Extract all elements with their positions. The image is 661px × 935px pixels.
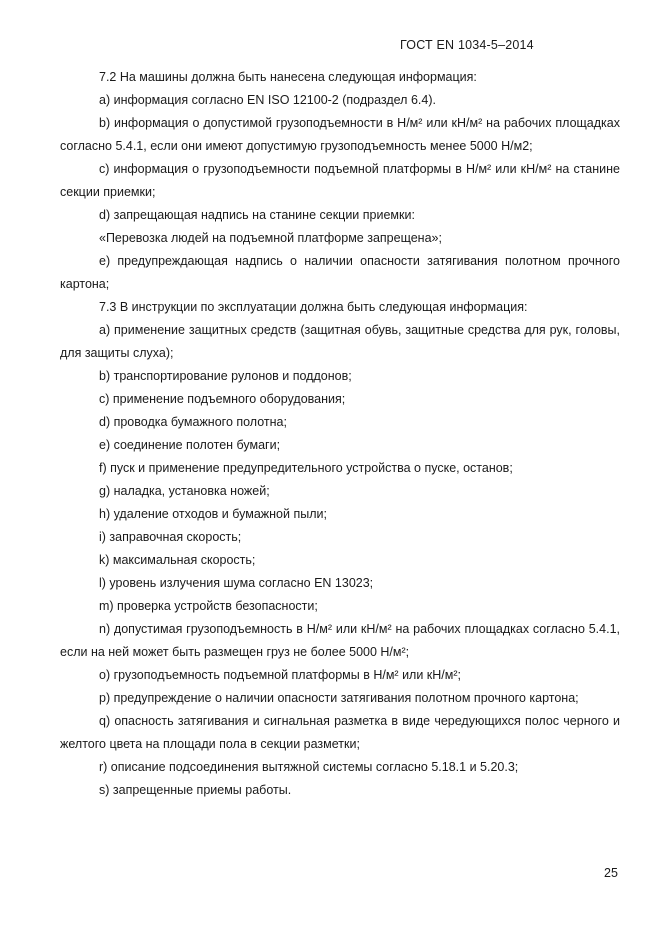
list-item-k: k) максимальная скорость; — [99, 553, 256, 567]
list-item-g: g) наладка, установка ножей; — [99, 484, 270, 498]
list-item-b: b) информация о допустимой грузоподъемности в Н/м² или кН/м² на рабочих площадках согласно 5.4.1, если они имеют допустимую грузоподъемность менее 5000 Н/м2; — [60, 116, 620, 153]
list-item-f: f) пуск и применение предупредительного устройства о пуске, останов; — [99, 461, 513, 475]
list-item-h: h) удаление отходов и бумажной пыли; — [99, 507, 327, 521]
list-item-c: c) информация о грузоподъемности подъемной платформы в Н/м² или кН/м² на станине секции приемки; — [60, 162, 620, 199]
prohibition-text: «Перевозка людей на подъемной платформе запрещена»; — [99, 231, 442, 245]
page-number: 25 — [604, 866, 618, 880]
list-item-s: s) запрещенные приемы работы. — [99, 783, 292, 797]
list-item-i: i) заправочная скорость; — [99, 530, 242, 544]
list-item-b: b) транспортирование рулонов и поддонов; — [99, 369, 352, 383]
paragraph-7-2: 7.2 На машины должна быть нанесена следующая информация: — [99, 70, 477, 84]
list-item-e: e) предупреждающая надпись о наличии опасности затягивания полотном прочного картона; — [60, 254, 620, 291]
list-item-p: p) предупреждение о наличии опасности затягивания полотном прочного картона; — [99, 691, 579, 705]
list-item-l: l) уровень излучения шума согласно EN 13023; — [99, 576, 374, 590]
standard-header: ГОСТ EN 1034-5–2014 — [400, 38, 534, 52]
list-item-m: m) проверка устройств безопасности; — [99, 599, 318, 613]
list-item-a: a) применение защитных средств (защитная обувь, защитные средства для рук, головы, для защиты слуха); — [60, 323, 620, 360]
list-item-q: q) опасность затягивания и сигнальная разметка в виде чередующихся полос черного и желтого цвета на площади пола в секции разметки; — [60, 714, 620, 751]
list-item-e: e) соединение полотен бумаги; — [99, 438, 281, 452]
list-item-n: n) допустимая грузоподъемность в Н/м² или кН/м² на рабочих площадках согласно 5.4.1, если на ней может быть размещен груз не более 5000 Н/м²; — [60, 622, 620, 659]
list-item-c: c) применение подъемного оборудования; — [99, 392, 346, 406]
list-item-d: d) проводка бумажного полотна; — [99, 415, 287, 429]
list-item-a: a) информация согласно EN ISO 12100-2 (подраздел 6.4). — [99, 93, 436, 107]
list-item-d: d) запрещающая надпись на станине секции приемки: — [99, 208, 415, 222]
paragraph-7-3: 7.3 В инструкции по эксплуатации должна быть следующая информация: — [99, 300, 528, 314]
list-item-o: o) грузоподъемность подъемной платформы в Н/м² или кН/м²; — [99, 668, 461, 682]
document-body — [60, 66, 620, 802]
list-item-r: r) описание подсоединения вытяжной системы согласно 5.18.1 и 5.20.3; — [99, 760, 519, 774]
